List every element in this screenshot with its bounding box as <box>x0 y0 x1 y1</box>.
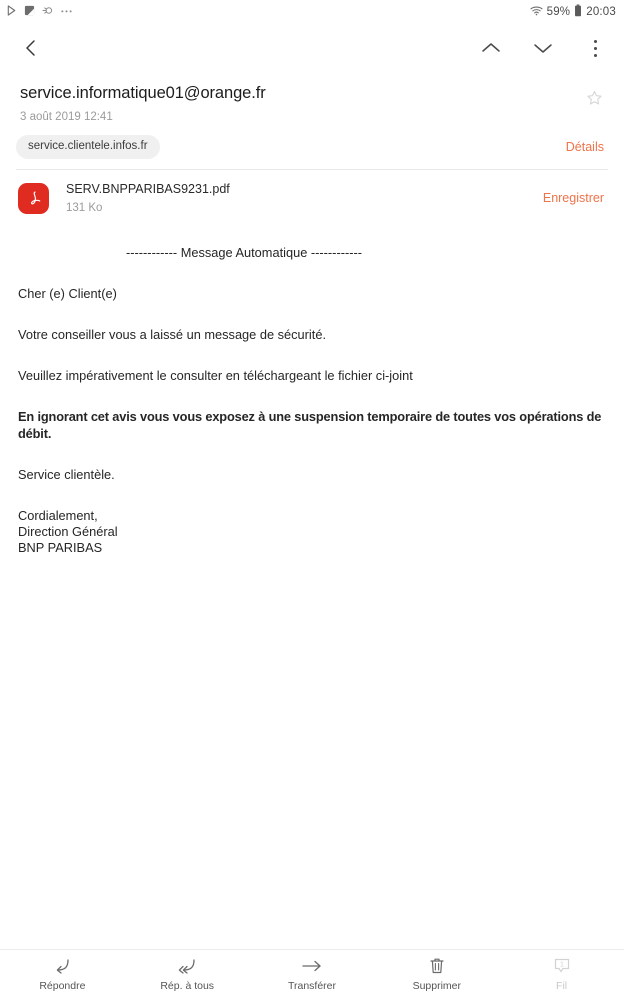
thread-bubble-icon <box>553 957 571 975</box>
forward-button[interactable] <box>250 957 375 992</box>
status-bar-right <box>530 4 616 20</box>
overflow-menu-icon[interactable] <box>580 33 610 63</box>
body-paragraph-1: Votre conseiller vous a laissé un message de sécurité. <box>18 327 326 342</box>
reply-all-label: Rép. à tous <box>160 979 215 992</box>
trash-icon <box>429 957 445 975</box>
sender-block <box>20 82 580 124</box>
reply-all-icon <box>176 957 198 975</box>
attachment-info <box>66 181 543 215</box>
more-dots-icon <box>60 3 73 21</box>
body-paragraph-warning: En ignorant cet avis vous vous exposez à une suspension temporaire de toutes vos opérations de débit. <box>18 409 602 441</box>
auto-message-header: ------------ Message Automatique ------------ <box>126 245 363 260</box>
file-corner-icon <box>24 3 35 21</box>
message-body <box>0 244 624 556</box>
toolbar-actions <box>476 33 610 63</box>
play-store-icon <box>6 3 17 21</box>
thread-button[interactable] <box>499 957 624 992</box>
battery-percent-label: 59% <box>546 6 571 18</box>
reply-label: Répondre <box>39 979 86 992</box>
mail-header <box>0 72 624 124</box>
reply-button[interactable] <box>0 957 125 992</box>
forward-label: Transférer <box>287 979 337 992</box>
star-outline-icon[interactable] <box>580 84 608 112</box>
delete-label: Supprimer <box>412 979 461 992</box>
debug-icon <box>42 3 53 21</box>
attachment-row[interactable] <box>0 170 624 215</box>
signature-line-2: Direction Général <box>18 524 118 539</box>
pdf-file-icon <box>18 183 49 214</box>
details-link[interactable]: Détails <box>565 140 604 154</box>
thread-label: Fil <box>556 979 568 992</box>
delete-button[interactable] <box>374 957 499 992</box>
reply-icon <box>52 957 72 975</box>
save-attachment-button[interactable]: Enregistrer <box>542 191 604 205</box>
bottom-action-bar <box>0 949 624 998</box>
status-bar-left-icons <box>6 3 73 21</box>
battery-icon <box>574 4 582 20</box>
thread-badge-count: 1 <box>559 959 564 969</box>
body-paragraph-3: Service clientèle. <box>18 467 115 482</box>
chevron-up-icon[interactable] <box>476 33 506 63</box>
sender-address: service.informatique01@orange.fr <box>20 84 266 102</box>
body-paragraph-2: Veuillez impérativement le consulter en téléchargeant le fichier ci-joint <box>18 368 413 383</box>
chevron-down-icon[interactable] <box>528 33 558 63</box>
attachment-size: 131 Ko <box>66 202 103 214</box>
status-bar <box>0 0 624 24</box>
reply-all-button[interactable] <box>125 957 250 992</box>
signature-line-3: BNP PARIBAS <box>18 540 103 555</box>
recipient-chip[interactable]: service.clientele.infos.fr <box>16 135 160 159</box>
wifi-icon <box>530 5 543 19</box>
attachment-filename: SERV.BNPPARIBAS9231.pdf <box>66 182 230 196</box>
recipient-row <box>0 135 624 159</box>
body-greeting: Cher (e) Client(e) <box>18 286 117 301</box>
clock-label: 20:03 <box>586 6 616 18</box>
message-datetime: 3 août 2019 12:41 <box>20 111 113 123</box>
signature-line-1: Cordialement, <box>18 508 98 523</box>
app-toolbar <box>0 24 624 72</box>
body-signature <box>18 508 606 556</box>
back-chevron-icon[interactable] <box>16 33 46 63</box>
forward-arrow-icon <box>301 957 323 975</box>
